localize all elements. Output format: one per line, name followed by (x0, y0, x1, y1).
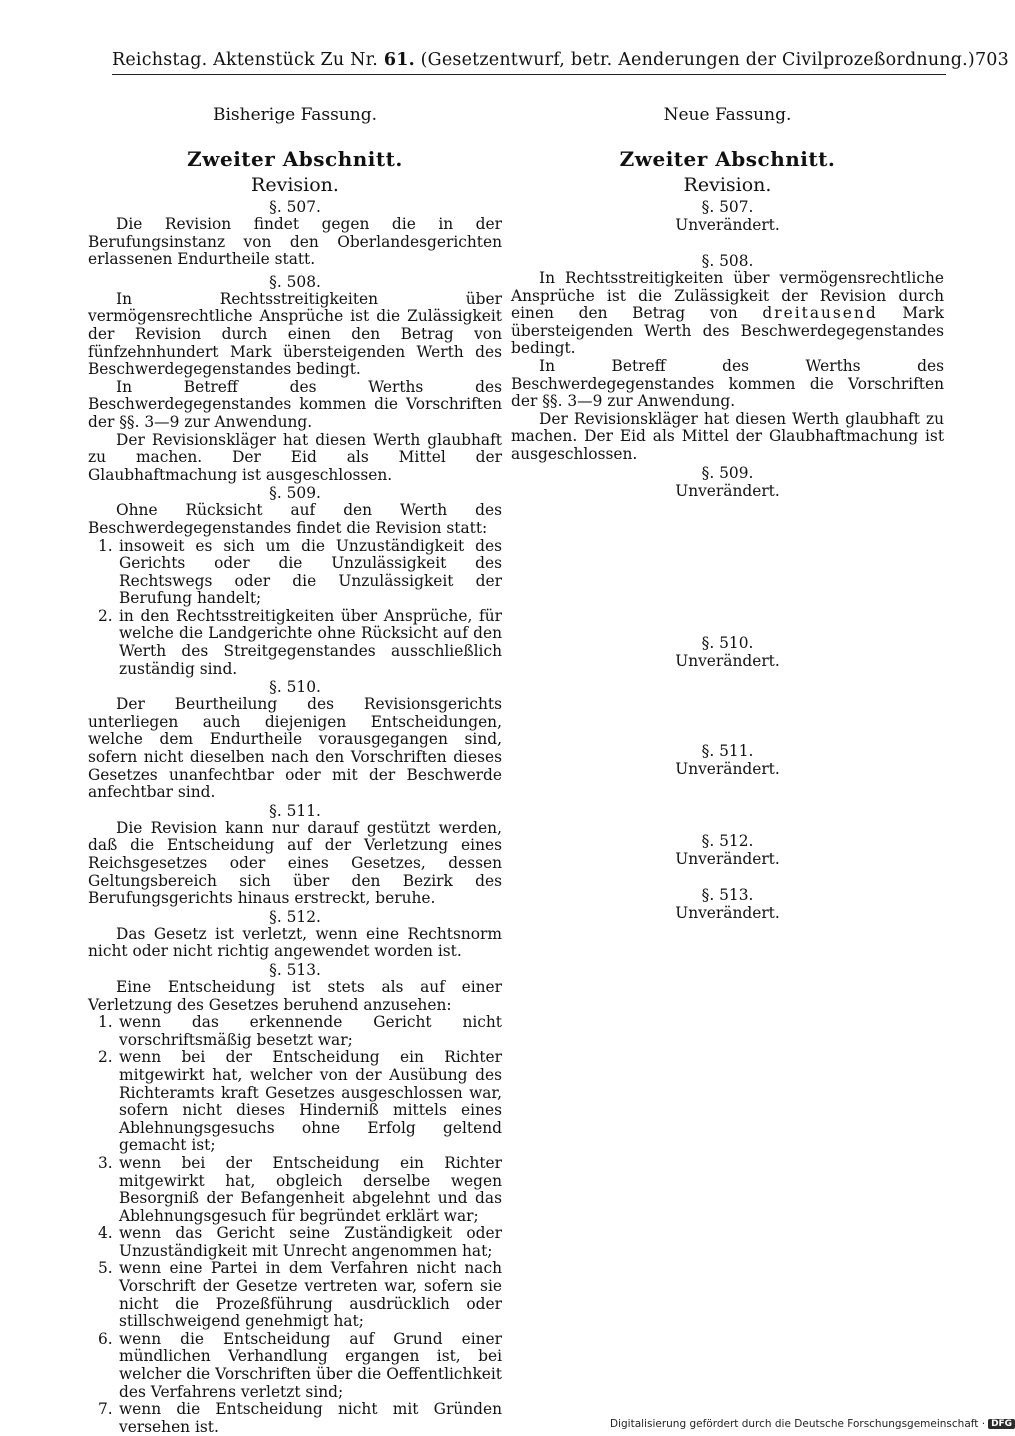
paragraph-text: In Betreff des Werths des Beschwerdegegenstandes kommen die Vorschriften der §§. 3—9 zur Anwendung. (88, 377, 502, 431)
list-item (88, 1014, 502, 1049)
section-subtitle: Revision. (251, 174, 339, 196)
changed-amount: dreitausend (762, 304, 878, 323)
funding-text: Digitalisierung gefördert durch die Deutsche Forschungsgemeinschaft · (610, 1418, 986, 1430)
list-item (88, 538, 502, 608)
list-item (88, 1331, 502, 1401)
list-text: in den Rechtsstreitigkeiten über Ansprüche, für welche die Landgerichte ohne Rücksicht auf den Werth des Streitgegenstandes ausschließlich zuständig sind. (119, 606, 502, 678)
paragraph-number: §. 509. (701, 463, 754, 482)
paragraph-number: §. 513. (701, 885, 754, 904)
paragraph-number: §. 510. (701, 633, 754, 652)
running-header (112, 50, 1009, 75)
paragraph-number: §. 508. (269, 272, 321, 291)
dfg-logo: DFG (988, 1419, 1015, 1429)
column-heading: Neue Fassung. (663, 105, 792, 125)
paragraph-number: §. 512. (701, 831, 754, 850)
header-left: Reichstag. Aktenstück Zu Nr. (112, 50, 379, 70)
paragraph-number: §. 508. (701, 252, 754, 270)
list-item (88, 1225, 502, 1260)
section-title: Zweiter Abschnitt. (619, 147, 836, 171)
unchanged-note: Unverändert. (675, 651, 780, 670)
paragraph-text: Die Revision kann nur darauf gestützt werden, daß die Entscheidung auf der Verletzung eines Reichsgesetzes oder eines Gesetzes, dessen Geltungsbereich sich über den Bezirk des Berufungsgerichts hinaus erstreckt, beruhe. (88, 818, 502, 908)
section-title: Zweiter Abschnitt. (187, 147, 403, 171)
funding-note (610, 1418, 1015, 1430)
list-number: 3. (98, 1153, 113, 1172)
paragraph-number: §. 507. (269, 198, 321, 216)
paragraph-text: Ohne Rücksicht auf den Werth des Beschwerdegegenstandes findet die Revision statt: (88, 501, 502, 537)
paragraph-text: Die Revision findet gegen die in der Berufungsinstanz von den Oberlandesgerichten erlassenen Endurtheile statt. (88, 215, 502, 269)
paragraph-number: §. 510. (269, 678, 321, 697)
paragraph-number: §. 507. (701, 198, 754, 216)
header-subject: (Gesetzentwurf, betr. Aenderungen der Civilprozeßordnung.) (420, 50, 975, 70)
list-text: wenn das erkennende Gericht nicht vorschriftsmäßig besetzt war; (119, 1013, 502, 1049)
numbered-list (88, 1014, 502, 1436)
paragraph-text: In Rechtsstreitigkeiten über vermögensrechtliche Ansprüche ist die Zulässigkeit der Revision durch einen den Betrag von fünfzehnhundert Mark übersteigenden Werth des Beschwerdegegenstandes bedingt. (88, 289, 502, 379)
paragraph-text: Der Beurtheilung des Revisionsgerichts unterliegen auch diejenigen Entscheidungen, welche dem Endurtheile vorausgegangen sind, sofern nicht dieselben nach den Vorschriften dieses Gesetzes unanfechtbar oder mit der Beschwerde anfechtbar sind. (88, 695, 502, 802)
list-item (88, 1155, 502, 1225)
list-number: 2. (98, 1048, 113, 1067)
list-item (88, 1260, 502, 1330)
unchanged-note: Unverändert. (675, 903, 780, 922)
paragraph-text: Eine Entscheidung ist stets als auf einer Verletzung des Gesetzes beruhend anzusehen: (88, 977, 502, 1014)
header-title (112, 50, 975, 70)
paragraph-number: §. 509. (269, 484, 321, 503)
paragraph-text: Der Revisionskläger hat diesen Werth glaubhaft zu machen. Der Eid als Mittel der Glaubhaftmachung ist ausgeschlossen. (511, 409, 944, 463)
paragraph-number: §. 511. (701, 741, 754, 760)
numbered-list (88, 538, 502, 679)
header-number: 61. (383, 50, 415, 70)
list-text: wenn die Entscheidung nicht mit Gründen versehen ist. (119, 1400, 502, 1436)
list-item (88, 1049, 502, 1155)
column-old-version (88, 100, 502, 1436)
unchanged-note: Unverändert. (675, 849, 780, 868)
paragraph-text: Der Revisionskläger hat diesen Werth glaubhaft zu machen. Der Eid als Mittel der Glaubhaftmachung ist ausgeschlossen. (88, 430, 502, 484)
paragraph-text: In Betreff des Werths des Beschwerdegegenstandes kommen die Vorschriften der §§. 3—9 zur Anwendung. (511, 356, 944, 411)
section-subtitle: Revision. (683, 174, 772, 196)
column-heading: Bisherige Fassung. (213, 105, 377, 125)
unchanged-note: Unverändert. (675, 759, 780, 778)
paragraph-text-part: In Rechtsstreitigkeiten über vermögensrechtliche Ansprüche ist die Zulässigkeit der Revision durch einen den Betrag von (511, 269, 944, 323)
list-text: wenn das Gericht seine Zuständigkeit oder Unzuständigkeit mit Unrecht angenommen hat; (119, 1224, 502, 1260)
paragraph-text: Das Gesetz ist verletzt, wenn eine Rechtsnorm nicht oder nicht richtig angewendet worden ist. (88, 924, 502, 961)
unchanged-note: Unverändert. (675, 481, 780, 500)
paragraph-number: §. 511. (269, 801, 321, 820)
list-item (88, 1401, 502, 1436)
list-text: wenn bei der Entscheidung ein Richter mitgewirkt hat, welcher von der Ausübung des Richteramts kraft Gesetzes ausgeschlossen war, sofern nicht dieses Hinderniß mittels eines Ablehnungsgesuchs ohne Erfolg geltend gemacht ist; (119, 1048, 502, 1155)
list-number: 2. (98, 606, 113, 625)
list-item (88, 608, 502, 678)
list-number: 1. (98, 1013, 113, 1032)
list-number: 5. (98, 1259, 113, 1278)
list-text: wenn bei der Entscheidung ein Richter mitgewirkt hat, obgleich derselbe wegen Besorgniß der Befangenheit abgelehnt und das Ablehnungsgesuch für begründet erklärt war; (119, 1153, 502, 1225)
list-number: 7. (98, 1400, 113, 1419)
column-new-version (511, 100, 944, 922)
list-number: 6. (98, 1329, 113, 1348)
list-number: 1. (98, 536, 113, 555)
unchanged-note: Unverändert. (675, 216, 780, 234)
page-number: 703 (974, 50, 1009, 70)
paragraph-number: §. 512. (269, 907, 321, 926)
paragraph-text (511, 270, 944, 358)
list-text: wenn eine Partei in dem Verfahren nicht nach Vorschrift der Gesetze vertreten war, sofern sie nicht die Prozeßführung ausdrücklich oder stillschweigend genehmigt hat; (119, 1259, 502, 1331)
list-number: 4. (98, 1224, 113, 1243)
list-text: insoweit es sich um die Unzuständigkeit des Gerichts oder die Unzulässigkeit des Rechtswegs oder die Unzulässigkeit der Berufung handelt; (119, 536, 502, 608)
paragraph-number: §. 513. (269, 960, 321, 979)
list-text: wenn die Entscheidung auf Grund einer mündlichen Verhandlung ergangen ist, bei welcher die Vorschriften über die Oeffentlichkeit des Verfahrens verletzt sind; (119, 1329, 502, 1401)
paragraph-text-part: Mark übersteigenden Werth des Beschwerdegegenstandes bedingt. (511, 304, 944, 358)
